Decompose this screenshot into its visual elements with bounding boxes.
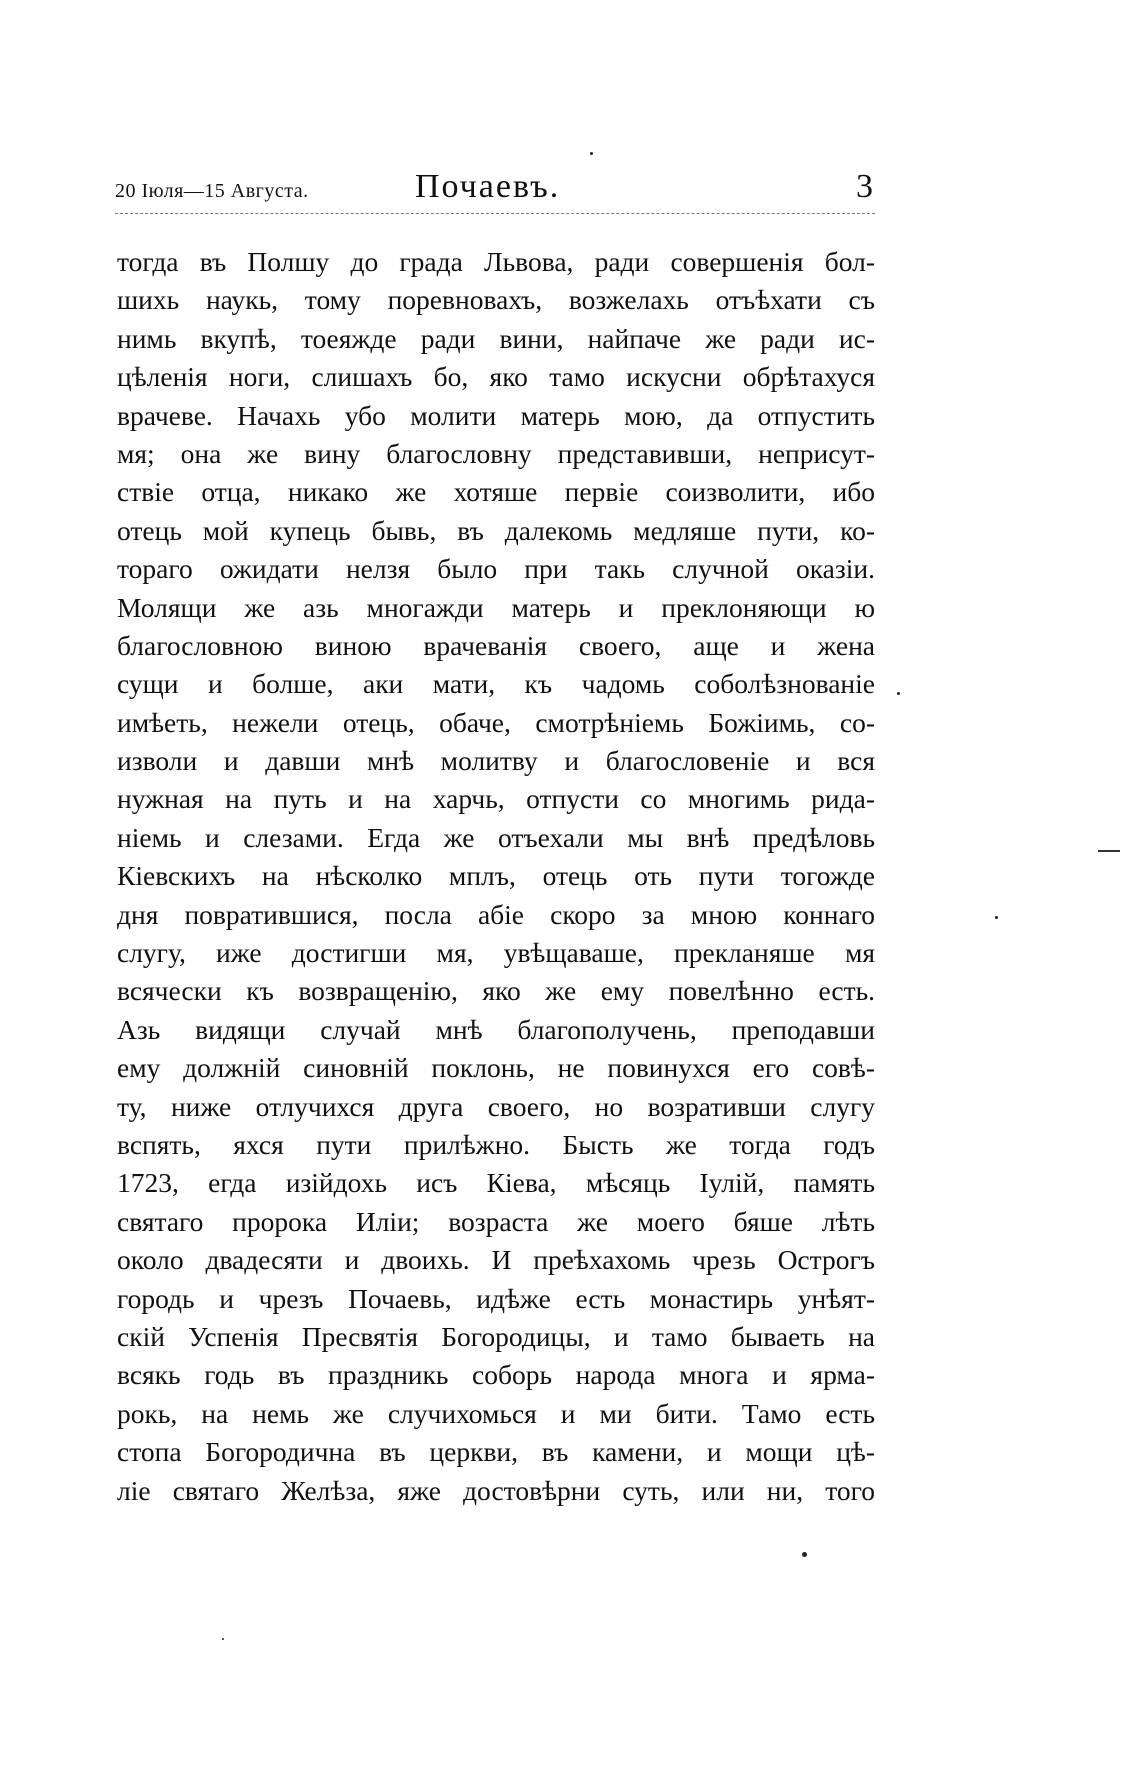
text-line: скій Успенія Пресвятія Богородицы, и тамо бываеть на bbox=[117, 1320, 875, 1352]
text-line: сущи и болше, аки мати, къ чадомь соболѣзнованіе bbox=[117, 668, 875, 700]
scan-speck bbox=[995, 916, 998, 919]
header-rule bbox=[115, 213, 875, 214]
scan-speck bbox=[590, 152, 593, 155]
page-number: 3 bbox=[856, 168, 873, 205]
scan-speck bbox=[222, 1638, 224, 1640]
header-title: Почаевъ. bbox=[415, 168, 561, 205]
text-line: отець мой купець бывь, въ далекомь медляше пути, ко- bbox=[117, 514, 875, 546]
scan-speck bbox=[897, 692, 900, 695]
text-line: Кіевскихъ на нѣсколко мплъ, отець оть пути тогожде bbox=[117, 860, 875, 892]
text-line: дня повратившися, посла абіе скоро за мною коннаго bbox=[117, 898, 875, 930]
text-line: тораго ожидати нелзя было при такь случной оказіи. bbox=[117, 553, 875, 585]
text-line: нимь вкупѣ, тоеяжде ради вини, найпаче же ради ис- bbox=[117, 322, 875, 354]
text-line: Молящи же азь многажди матерь и преклоняющи ю bbox=[117, 591, 875, 623]
text-line: городь и чрезъ Почаевь, идѣже есть монастирь унѣят- bbox=[117, 1282, 875, 1314]
text-line: благословною виною врачеванія своего, аще и жена bbox=[117, 629, 875, 661]
text-line: слугу, иже достигши мя, увѣщаваше, прекланяше мя bbox=[117, 937, 875, 969]
text-line: врачеве. Начахь убо молити матерь мою, да отпустить bbox=[117, 399, 875, 431]
text-line: шихь наукь, тому поревновахъ, возжелахь отъѣхати съ bbox=[117, 284, 875, 316]
text-line: ту, ниже отлучихся друга своего, но возративши слугу bbox=[117, 1090, 875, 1122]
text-line: рокь, на немь же случихомься и ми бити. Тамо есть bbox=[117, 1397, 875, 1429]
text-line: святаго пророка Иліи; возраста же моего бяше лѣть bbox=[117, 1205, 875, 1237]
scan-speck bbox=[802, 1552, 807, 1557]
text-line: 1723, егда изійдохь исъ Кіева, мѣсяць Іулій, память bbox=[117, 1167, 875, 1199]
running-header bbox=[115, 168, 875, 208]
body-text bbox=[117, 243, 875, 1510]
text-line: вспять, яхся пути прилѣжно. Бысть же тогда годъ bbox=[117, 1128, 875, 1160]
text-line: изволи и давши мнѣ молитву и благословеніе и вся bbox=[117, 745, 875, 777]
text-line: стопа Богородична въ церкви, въ камени, и мощи цѣ- bbox=[117, 1436, 875, 1468]
text-line: имѣеть, нежели отець, обаче, смотрѣніемь Божіимь, со- bbox=[117, 706, 875, 738]
text-line: всячески къ возвращенію, яко же ему повелѣнно есть. bbox=[117, 975, 875, 1007]
text-line: ліе святаго Желѣза, яже достовѣрни суть, или ни, того bbox=[117, 1474, 875, 1506]
scan-mark bbox=[1098, 850, 1120, 852]
text-line: Азь видящи случай мнѣ благополучень, преподавши bbox=[117, 1013, 875, 1045]
text-line: цѣленія ноги, слишахъ бо, яко тамо искусни обрѣтахуся bbox=[117, 361, 875, 393]
text-line: мя; она же вину благословну представивши, неприсут- bbox=[117, 437, 875, 469]
text-line: ніемь и слезами. Егда же отъехали мы внѣ предѣловь bbox=[117, 821, 875, 853]
text-line: нужная на путь и на харчь, отпусти со многимь рида- bbox=[117, 783, 875, 815]
text-line: ствіе отца, никако же хотяше первіе соизволити, ибо bbox=[117, 476, 875, 508]
text-line: тогда въ Полшу до града Львова, ради совершенія бол- bbox=[117, 246, 875, 277]
header-date-range: 20 Іюля—15 Августа. bbox=[115, 180, 309, 202]
text-line: ему должній синовній поклонь, не повинухся его совѣ- bbox=[117, 1052, 875, 1084]
text-line: около двадесяти и двоихь. И преѣхахомь чрезь Острогъ bbox=[117, 1244, 875, 1276]
text-line: всякь годь въ праздникь соборь народа многа и ярма- bbox=[117, 1359, 875, 1391]
